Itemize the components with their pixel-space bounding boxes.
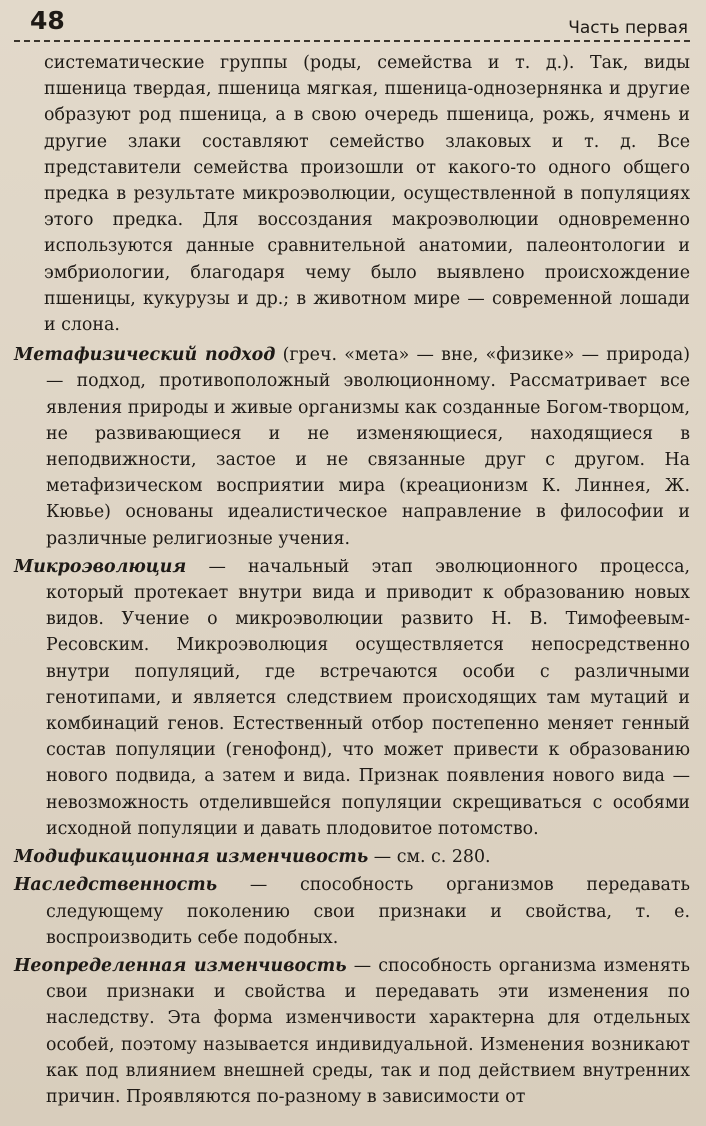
glossary-entry-indefinite-variability <box>14 953 690 1110</box>
entry-definition: — способность организма изменять свои признаки и свойства и передавать эти изменения по наследству. Эта форма изменчивости характерна для отдельных особей, поэтому называется индивидуальной. Изменения возникают как под влиянием внешней среды, так и под действием внутренних причин. Проявляются по-разному в зависимости от <box>46 955 690 1107</box>
entry-term: Метафизический подход <box>14 345 276 366</box>
entry-definition: (греч. «мета» — вне, «физике» — природа) — подход, противоположный эволюционному. Рассматривает все явления природы и живые организмы как созданные Богом-творцом, не развивающиеся и не изменяющиеся, находящиеся в неподвижности, застое и не связанные друг с другом. На метафизическом восприятии мира (креационизм К. Линнея, Ж. Кювье) основаны идеалистическое направление в философии и различные религиозные учения. <box>46 345 691 549</box>
running-head <box>14 6 690 42</box>
entry-term: Неопределенная изменчивость <box>14 955 347 976</box>
glossary-entry-microevolution <box>14 554 690 842</box>
part-title: Часть первая <box>568 18 688 38</box>
page-number: 48 <box>30 6 65 35</box>
glossary-entry-metaphysical-approach <box>14 342 690 552</box>
entry-term: Модификационная изменчивость <box>14 847 369 868</box>
glossary-entry-modification-variability <box>14 844 690 870</box>
entry-term: Наследственность <box>14 875 218 896</box>
glossary-entry-heredity <box>14 872 690 951</box>
entry-term: Микроэволюция <box>14 556 187 577</box>
entry-definition: — начальный этап эволюционного процесса, который протекает внутри вида и приводит к образованию новых видов. Учение о микроэволюции развито Н. В. Тимофеевым-Ресовским. Микроэволюция осуществляется непосредственно внутри популяций, где встречаются особи с различными генотипами, и является следствием происходящих там мутаций и комбинаций генов. Естественный отбор постепенно меняет генный состав популяции (генофонд), что может привести к образованию нового подвида, а затем и вида. Признак появления нового вида — невозможность отделившейся популяции скрещиваться с особями исходной популяции и давать плодовитое потомство. <box>46 556 690 839</box>
continuation-paragraph: систематические группы (роды, семейства и т. д.). Так, виды пшеница твердая, пшеница мягкая, пшеница-однозернянка и другие образуют род пшеница, а в свою очередь пшеница, рожь, ячмень и другие злаки составляют семейство злаковых и т. д. Все представители семейства произошли от какого-то одного общего предка в результате микроэволюции, осуществленной в популяциях этого предка. Для воссоздания макроэволюции одновременно используются данные сравнительной анатомии, палеонтологии и эмбриологии, благодаря чему было выявлено происхождение пшеницы, кукурузы и др.; в животном мире — современной лошади и слона. <box>44 53 690 336</box>
entry-definition: — способность организмов передавать следующему поколению свои признаки и свойства, т. е. воспроизводить себе подобных. <box>46 875 690 948</box>
entry-definition: — см. с. 280. <box>368 847 491 868</box>
